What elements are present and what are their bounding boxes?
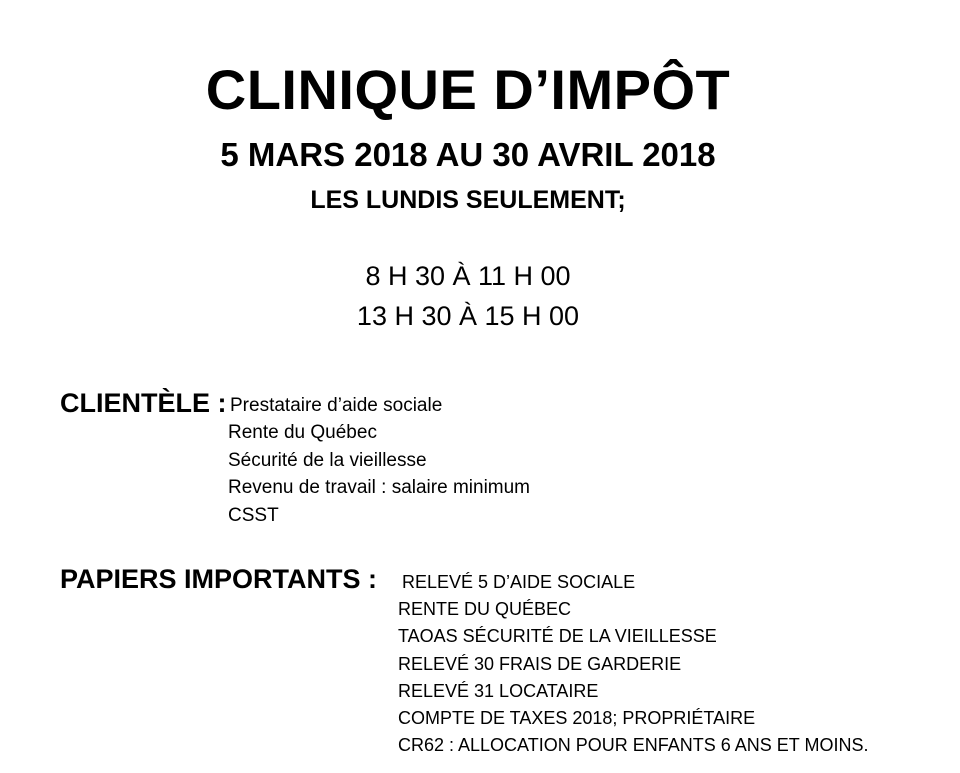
hours-afternoon: 13 H 30 À 15 H 00 [356,301,580,331]
clientele-item: Revenu de travail : salaire minimum [228,477,531,499]
hours-morning: 8 H 30 À 11 H 00 [365,261,571,291]
papiers-item: TAOAS SÉCURITÉ DE LA VIEILLESSE [398,626,717,647]
date-range: 5 MARS 2018 AU 30 AVRIL 2018 [220,136,716,173]
clientele-item: CSST [228,504,279,526]
papiers-list [398,569,868,759]
papiers-item: CR62 : ALLOCATION POUR ENFANTS 6 ANS ET MOINS. [398,735,869,756]
clientele-label: CLIENTÈLE : [60,388,227,418]
clientele-item: Rente du Québec [228,422,377,444]
clientele-item: Sécurité de la vieillesse [228,449,427,471]
clientele-list [228,392,530,529]
papiers-item: RELEVÉ 31 LOCATAIRE [398,680,599,701]
clientele-item: Prestataire d’aide sociale [230,395,443,416]
papiers-item: RELEVÉ 5 D’AIDE SOCIALE [402,572,636,592]
papiers-item: RENTE DU QUÉBEC [398,599,572,620]
flyer-title: CLINIQUE D’IMPÔT [205,58,731,121]
papiers-item: RELEVÉ 30 FRAIS DE GARDERIE [398,653,682,674]
days-note: LES LUNDIS SEULEMENT; [310,186,626,214]
papiers-item: COMPTE DE TAXES 2018; PROPRIÉTAIRE [398,708,756,729]
hours-block [0,256,936,336]
papiers-label: PAPIERS IMPORTANTS : [60,564,378,594]
